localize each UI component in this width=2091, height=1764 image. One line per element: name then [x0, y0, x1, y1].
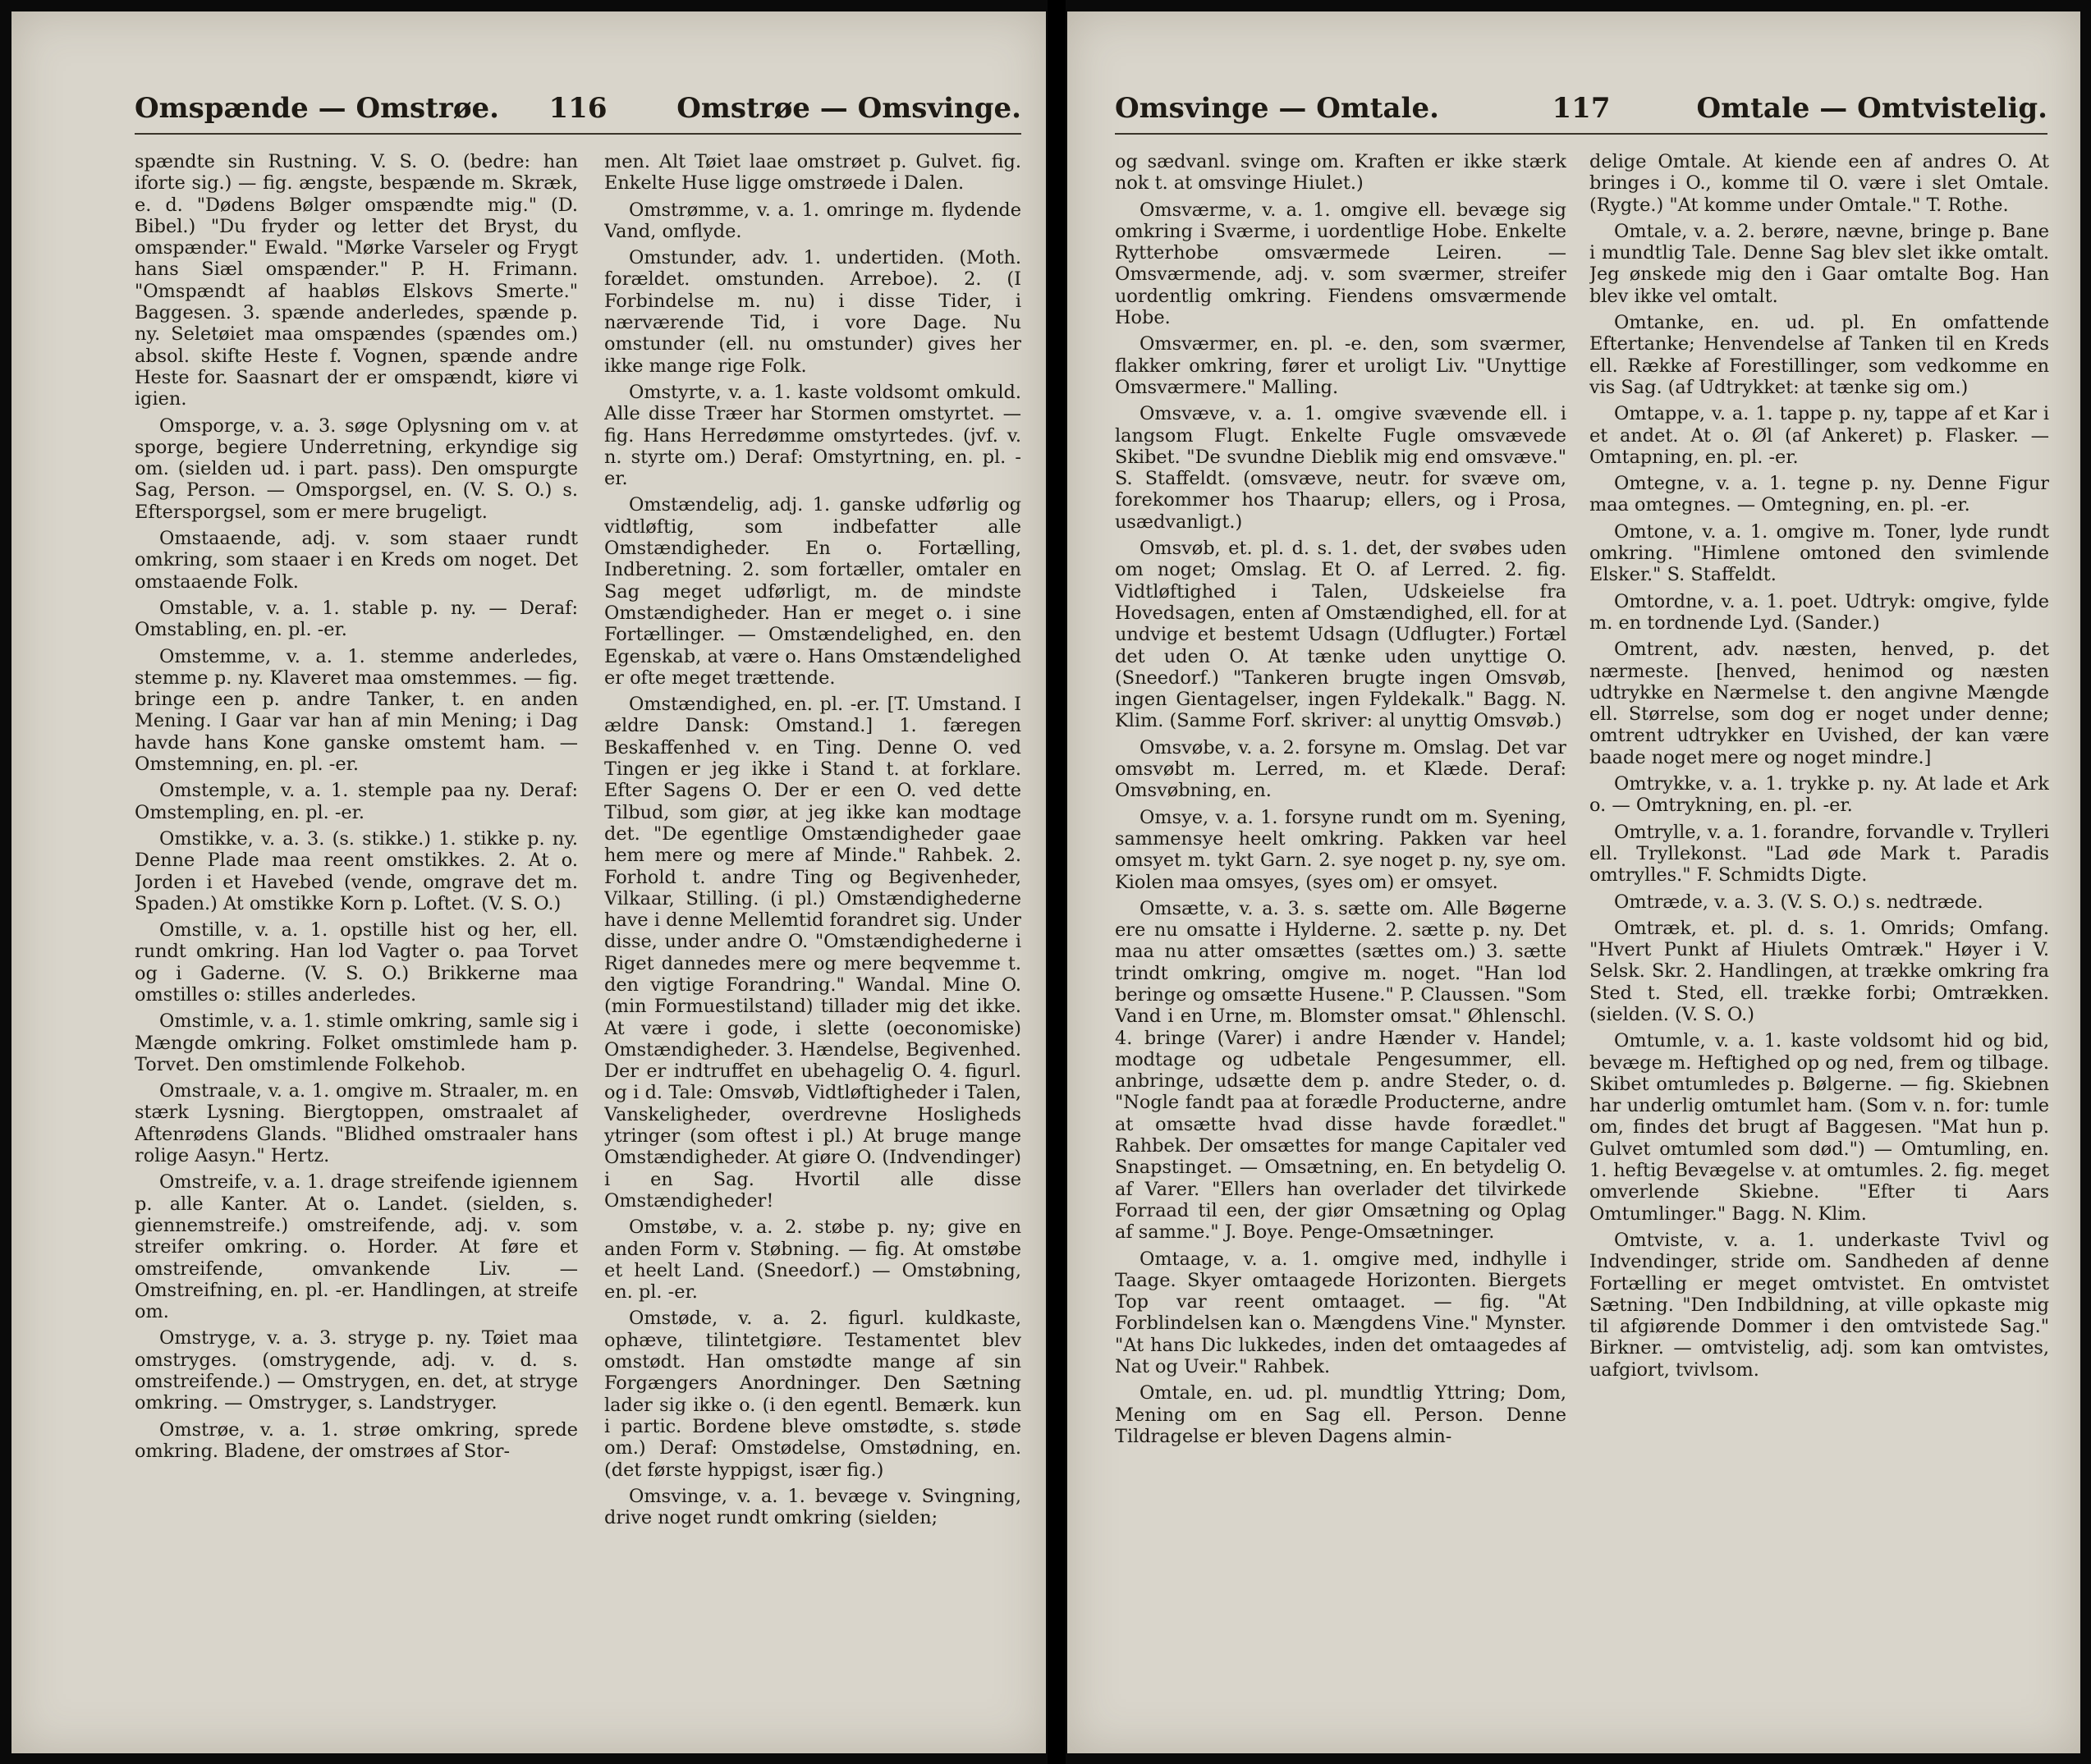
header-right-catchword: Omstrøe — Omsvinge.	[676, 92, 1021, 125]
dictionary-entry: Omtræk, et. pl. d. s. 1. Omrids; Omfang. "Hvert Punkt af Hiulets Omtræk." Høyer i V. Selsk. Skr. 2. Handlingen, at trække omkring fra Sted t. Sted, ell. trække forbi; Omtrækken. (sielden. (V. S. O.)	[1589, 917, 2049, 1025]
dictionary-entry: Omtrykke, v. a. 1. trykke p. ny. At lade et Ark o. — Omtrykning, en. pl. -er.	[1589, 773, 2049, 817]
dictionary-entry: Omtanke, en. ud. pl. En omfattende Eftertanke; Henvendelse af Tanken til en Kreds ell. Række af Forestillinger, som vedkomme en vis Sag. (af Udtrykket: at tænke sig om.)	[1589, 312, 2049, 398]
dictionary-entry: Omstrøe, v. a. 1. strøe omkring, sprede omkring. Bladene, der omstrøes af Stor-	[135, 1418, 578, 1462]
dictionary-entry: Omtræde, v. a. 3. (V. S. O.) s. nedtræde.	[1614, 891, 1983, 913]
dictionary-entry: Omtumle, v. a. 1. kaste voldsomt hid og bid, bevæge m. Heftighed op og ned, frem og tilbage. Skibet omtumledes p. Bølgerne. — fig. Skiebnen har underlig omtumlet ham. (Som v. n. for: tumle om, findes det brugt af Baggesen. "Mat hun p. Gulvet omtumled som død.") — Omtumling, en. 1. heftig Bevægelse v. at omtumles. 2. fig. meget omverlende Skiebne. "Efter ti Aars Omtumlinger." Bagg. N. Klim.	[1589, 1030, 2049, 1225]
dictionary-entry: Omsværmer, en. pl. -e. den, som sværmer, flakker omkring, fører et uroligt Liv. "Unyttige Omsværmere." Malling.	[1115, 333, 1566, 398]
dictionary-entry: Omstable, v. a. 1. stable p. ny. — Deraf: Omstabling, en. pl. -er.	[135, 597, 578, 641]
dictionary-entry: Omstimle, v. a. 1. stimle omkring, samle sig i Mængde omkring. Folket omstimlede ham p. Torvet. Den omstimlende Folkehob.	[135, 1010, 578, 1075]
dictionary-entry: Omstaaende, adj. v. som staaer rundt omkring, som staaer i en Kreds om noget. Det omstaaende Folk.	[135, 528, 578, 593]
header-left-catchword: Omspænde — Omstrøe.	[135, 92, 499, 125]
right-page	[1067, 11, 2080, 1753]
dictionary-entry: og sædvanl. svinge om. Kraften er ikke stærk nok t. at omsvinge Hiulet.)	[1115, 151, 1566, 195]
dictionary-entry: Omstyrte, v. a. 1. kaste voldsomt omkuld. Alle disse Træer har Stormen omstyrtet. — fig. Hans Herredømme omstyrtedes. (jvf. v. n. styrte om.) Deraf: Omstyrtning, en. pl. -er.	[604, 381, 1021, 490]
running-header	[1115, 84, 2047, 135]
dictionary-entry: Omsvøb, et. pl. d. s. 1. det, der svøbes uden om noget; Omslag. Et O. af Lerred. 2. fig. Vidtløftighed i Talen, Udskeielse fra Hovedsagen, enten af Omstændighed, ell. for at undvige et bestemt Udsagn (Udflugter.) Fortæl det uden O. At tænke uden unyttige O. (Sneedorf.) "Tankeren brugte ingen Omsvøb, ingen Gientagelser, ingen Fyldekalk." Bagg. N. Klim. (Samme Forf. skriver: al unyttig Omsvøb.)	[1115, 538, 1566, 732]
dictionary-entry: Omstraale, v. a. 1. omgive m. Straaler, m. en stærk Lysning. Biergtoppen, omstraalet af Aftenrødens Glands. "Blidhed omstraaler hans rolige Aasyn." Hertz.	[135, 1080, 578, 1167]
dictionary-entry: Omsætte, v. a. 3. s. sætte om. Alle Bøgerne ere nu omsatte i Hylderne. 2. sætte p. ny. Det maa nu atter omsættes (sættes om.) 3. sætte trindt omkring, omgive m. noget. "Han lod beringe og omsætte Husene." P. Claussen. "Som Vand i en Urne, m. Blomster omsat." Øhlenschl. 4. bringe (Varer) i andre Hænder v. Handel; modtage og udbetale Pengesummer, ell. anbringe, udsætte dem p. andre Steder, o. d. "Nogle fandt paa at forædle Producterne, andre at omsætte hvad disse havde forædlet." Rahbek. Der omsættes for mange Capitaler ved Snapstinget. — Omsætning, en. En betydelig O. af Varer. "Ellers han overlader det tilvirkede Forraad til een, der giør Omsætning og Oplag af samme." J. Boye. Penge-Omsætninger.	[1115, 897, 1566, 1244]
page-number: 117	[1552, 92, 1611, 125]
dictionary-entry: Omtaage, v. a. 1. omgive med, indhylle i Taage. Skyer omtaagede Horizonten. Biergets Top var reent omtaaget. — fig. "At Forblindelsen kan o. Mængdens Vine." Mynster. "At hans Dic lukkedes, inden det omtaagedes af Nat og Uveir." Rahbek.	[1115, 1248, 1566, 1378]
dictionary-entry: Omstryge, v. a. 3. stryge p. ny. Tøiet maa omstryges. (omstrygende, adj. v. d. s. omstreifende.) — Omstrygen, en. det, at stryge omkring. — Omstryger, s. Landstryger.	[135, 1327, 578, 1414]
dictionary-entry: Omsværme, v. a. 1. omgive ell. bevæge sig omkring i Sværme, i uordentlige Hobe. Enkelte Rytterhobe omsværmede Leiren. — Omsværmende, adj. v. som sværmer, streifer uordentlig omkring. Fiendens omsværmende Hobe.	[1115, 199, 1566, 329]
dictionary-entry: Omtegne, v. a. 1. tegne p. ny. Denne Figur maa omtegnes. — Omtegning, en. pl. -er.	[1589, 473, 2049, 516]
dictionary-entry: Omsporge, v. a. 3. søge Oplysning om v. at sporge, begiere Underretning, erkyndige sig om. (sielden ud. i part. pass). Den omspurgte Sag, Person. — Omsporgsel, en. (V. S. O.) s. Eftersporgsel, som er mere brugeligt.	[135, 415, 578, 523]
text-column-2	[1589, 151, 2049, 1720]
dictionary-entry: Omstrømme, v. a. 1. omringe m. flydende Vand, omflyde.	[604, 199, 1021, 242]
dictionary-entry: Omsvøbe, v. a. 2. forsyne m. Omslag. Det var omsvøbt m. Lerred, m. et Klæde. Deraf: Omsvøbning, en.	[1115, 736, 1566, 802]
dictionary-entry: Omtviste, v. a. 1. underkaste Tvivl og Indvendinger, stride om. Sandheden af denne Fortælling er meget omtvistet. En omtvistet Sætning. "Den Indbildning, at ville opkaste mig til afgiørende Dommer i den omtvistede Sag." Birkner. — omtvistelig, adj. som kan omtvistes, uafgiort, tvivlsom.	[1589, 1229, 2049, 1381]
dictionary-entry: Omstøbe, v. a. 2. støbe p. ny; give en anden Form v. Støbning. — fig. At omstøbe et heelt Land. (Sneedorf.) — Omstøbning, en. pl. -er.	[604, 1216, 1021, 1304]
dictionary-entry: Omtordne, v. a. 1. poet. Udtryk: omgive, fylde m. en tordnende Lyd. (Sander.)	[1589, 590, 2049, 634]
dictionary-entry: men. Alt Tøiet laae omstrøet p. Gulvet. fig. Enkelte Huse ligge omstrøede i Dalen.	[604, 151, 1021, 195]
page-number: 116	[548, 92, 608, 125]
dictionary-entry: Omsye, v. a. 1. forsyne rundt om m. Syening, sammensye heelt omkring. Pakken var heel omsyet m. tykt Garn. 2. sye noget p. ny, sye om. Kiolen maa omsyes, (syes om) er omsyet.	[1115, 806, 1566, 893]
dictionary-entry: Omstreife, v. a. 1. drage streifende igiennem p. alle Kanter. At o. Landet. (sielden, s. giennemstreife.) omstreifende, adj. v. som streifer omkring. o. Horder. At føre et omstreifende, omvankende Liv. — Omstreifning, en. pl. -er. Handlingen, at streife om.	[135, 1171, 578, 1323]
text-column-1	[135, 151, 578, 1720]
dictionary-entry: Omsvinge, v. a. 1. bevæge v. Svingning, drive noget rundt omkring (sielden;	[604, 1485, 1021, 1529]
running-header	[135, 84, 1021, 135]
dictionary-entry: Omstændighed, en. pl. -er. [T. Umstand. I ældre Dansk: Omstand.] 1. færegen Beskaffenhed v. en Ting. Denne O. ved Tingen er jeg ikke i Stand t. at forklare. Efter Sagens O. Der er een O. ved dette Tilbud, som giør, at jeg ikke kan modtage det. "De egentlige Omstændigheder gaae hem mere og mere af Minde." Rahbek. 2. Forhold t. andre Ting og Begivenheder, Vilkaar, Stilling. (i pl.) Omstændighederne have i denne Mellemtid forandret sig. Under disse, under andre O. "Omstændighederne i Riget dannedes mere og mere beqvemme t. den vigtige Forandring." Wandal. Mine O. (min Formuestilstand) tillader mig det ikke. At være i gode, i slette (oeconomiske) Omstændigheder. 3. Hændelse, Begivenhed. Der er indtruffet en ubehagelig O. 4. figurl. og i d. Tale: Omsvøb, Vidtløftigheder i Talen, Vanskeligheder, overdrevne Hosligheds ytringer (som oftest i pl.) At bruge mange Omstændigheder. At giøre O. (Indvendinger) i en Sag. Hvortil alle disse Omstændigheder!	[604, 694, 1021, 1212]
left-page	[11, 11, 1046, 1753]
dictionary-entry: Omtappe, v. a. 1. tappe p. ny, tappe af et Kar i et andet. At o. Øl (af Ankeret) p. Flasker. — Omtapning, en. pl. -er.	[1589, 403, 2049, 468]
header-right-catchword: Omtale — Omtvistelig.	[1696, 92, 2047, 125]
dictionary-entry: Omstikke, v. a. 3. (s. stikke.) 1. stikke p. ny. Denne Plade maa reent omstikkes. 2. At o. Jorden i et Havebed (vende, omgrave det m. Spaden.) At omstikke Korn p. Loftet. (V. S. O.)	[135, 827, 578, 914]
header-left-catchword: Omsvinge — Omtale.	[1115, 92, 1439, 125]
book-gutter	[1048, 0, 1066, 1764]
text-column-2	[604, 151, 1021, 1720]
dictionary-entry: Omtone, v. a. 1. omgive m. Toner, lyde rundt omkring. "Himlene omtoned den svimlende Elsker." S. Staffeldt.	[1589, 520, 2049, 586]
dictionary-entry: Omtrent, adv. næsten, henved, p. det nærmeste. [henved, henimod og næsten udtrykke en Nærmelse t. den angivne Mængde ell. Størrelse, som dog er noget under denne; omtrent udtrykker en Uvished, der kan være baade noget mere og noget mindre.]	[1589, 639, 2049, 768]
dictionary-entry: Omstændelig, adj. 1. ganske udførlig og vidtløftig, som indbefatter alle Omstændigheder. En o. Fortælling, Indberetning. 2. som fortæller, omtaler en Sag meget udførligt, m. de mindste Omstændigheder. Han er meget o. i sine Fortællinger. — Omstændelighed, en. den Egenskab, at være o. Hans Omstændelighed er ofte meget trættende.	[604, 494, 1021, 689]
dictionary-entry: Omtale, en. ud. pl. mundtlig Yttring; Dom, Mening om en Sag ell. Person. Denne Tildragelse er bleven Dagens almin-	[1115, 1382, 1566, 1447]
dictionary-entry: Omtale, v. a. 2. berøre, nævne, bringe p. Bane i mundtlig Tale. Denne Sag blev slet ikke omtalt. Jeg ønskede mig den i Gaar omtalte Bog. Han blev ikke vel omtalt.	[1589, 220, 2049, 307]
dictionary-entry: Omstemme, v. a. 1. stemme anderledes, stemme p. ny. Klaveret maa omstemmes. — fig. bringe een p. andre Tanker, t. en anden Mening. I Gaar var han af min Mening; i Dag havde hans Kone ganske omstemt ham. — Omstemning, en. pl. -er.	[135, 645, 578, 776]
dictionary-entry: delige Omtale. At kiende een af andres O. At bringes i O., komme til O. være i slet Omtale. (Rygte.) "At komme under Omtale." T. Rothe.	[1589, 151, 2049, 216]
dictionary-entry: spændte sin Rustning. V. S. O. (bedre: han iforte sig.) — fig. ængste, bespænde m. Skræk, e. d. "Dødens Bølger omspændte mig." (D. Bibel.) "Du fryder og letter det Bryst, du omspænder." Ewald. "Mørke Varseler og Frygt hans Siæl omspænder." P. H. Frimann. "Omspændt af haabløs Elskovs Smerte." Baggesen. 3. spænde anderledes, spænde p. ny. Seletøiet maa omspændes (spændes om.) absol. skifte Heste f. Vognen, spænde andre Heste for. Saasnart der er omspændt, kiøre vi igien.	[135, 151, 578, 410]
dictionary-entry: Omstille, v. a. 1. opstille hist og her, ell. rundt omkring. Han lod Vagter o. paa Torvet og i Gaderne. (V. S. O.) Brikkerne maa omstilles o: stilles anderledes.	[135, 919, 578, 1006]
dictionary-entry: Omstemple, v. a. 1. stemple paa ny. Deraf: Omstempling, en. pl. -er.	[135, 780, 578, 823]
text-column-1	[1115, 151, 1566, 1720]
dictionary-entry: Omtrylle, v. a. 1. forandre, forvandle v. Trylleri ell. Tryllekonst. "Lad øde Mark t. Paradis omtrylles." F. Schmidts Digte.	[1589, 821, 2049, 887]
dictionary-entry: Omstunder, adv. 1. undertiden. (Moth. forældet. omstunden. Arreboe). 2. (I Forbindelse m. nu) i disse Tider, i nærværende Tid, i vore Dage. Nu omstunder (ell. nu omstunder) gives her ikke mange rige Folk.	[604, 247, 1021, 377]
dictionary-entry: Omstøde, v. a. 2. figurl. kuldkaste, ophæve, tilintetgiøre. Testamentet blev omstødt. Han omstødte mange af sin Forgængers Anordninger. Den Sætning lader sig ikke o. (i den egentl. Bemærk. kun i partic. Bordene bleve omstødte, s. støde om.) Deraf: Omstødelse, Omstødning, en. (det første hyppigst, især fig.)	[604, 1308, 1021, 1481]
dictionary-entry: Omsvæve, v. a. 1. omgive svævende ell. i langsom Flugt. Enkelte Fugle omsvævede Skibet. "De svundne Dieblik mig end omsvæve." S. Staffeldt. (omsvæve, neutr. for svæve om, forekommer hos Thaarup; ellers, og i Prosa, usædvanligt.)	[1115, 403, 1566, 533]
